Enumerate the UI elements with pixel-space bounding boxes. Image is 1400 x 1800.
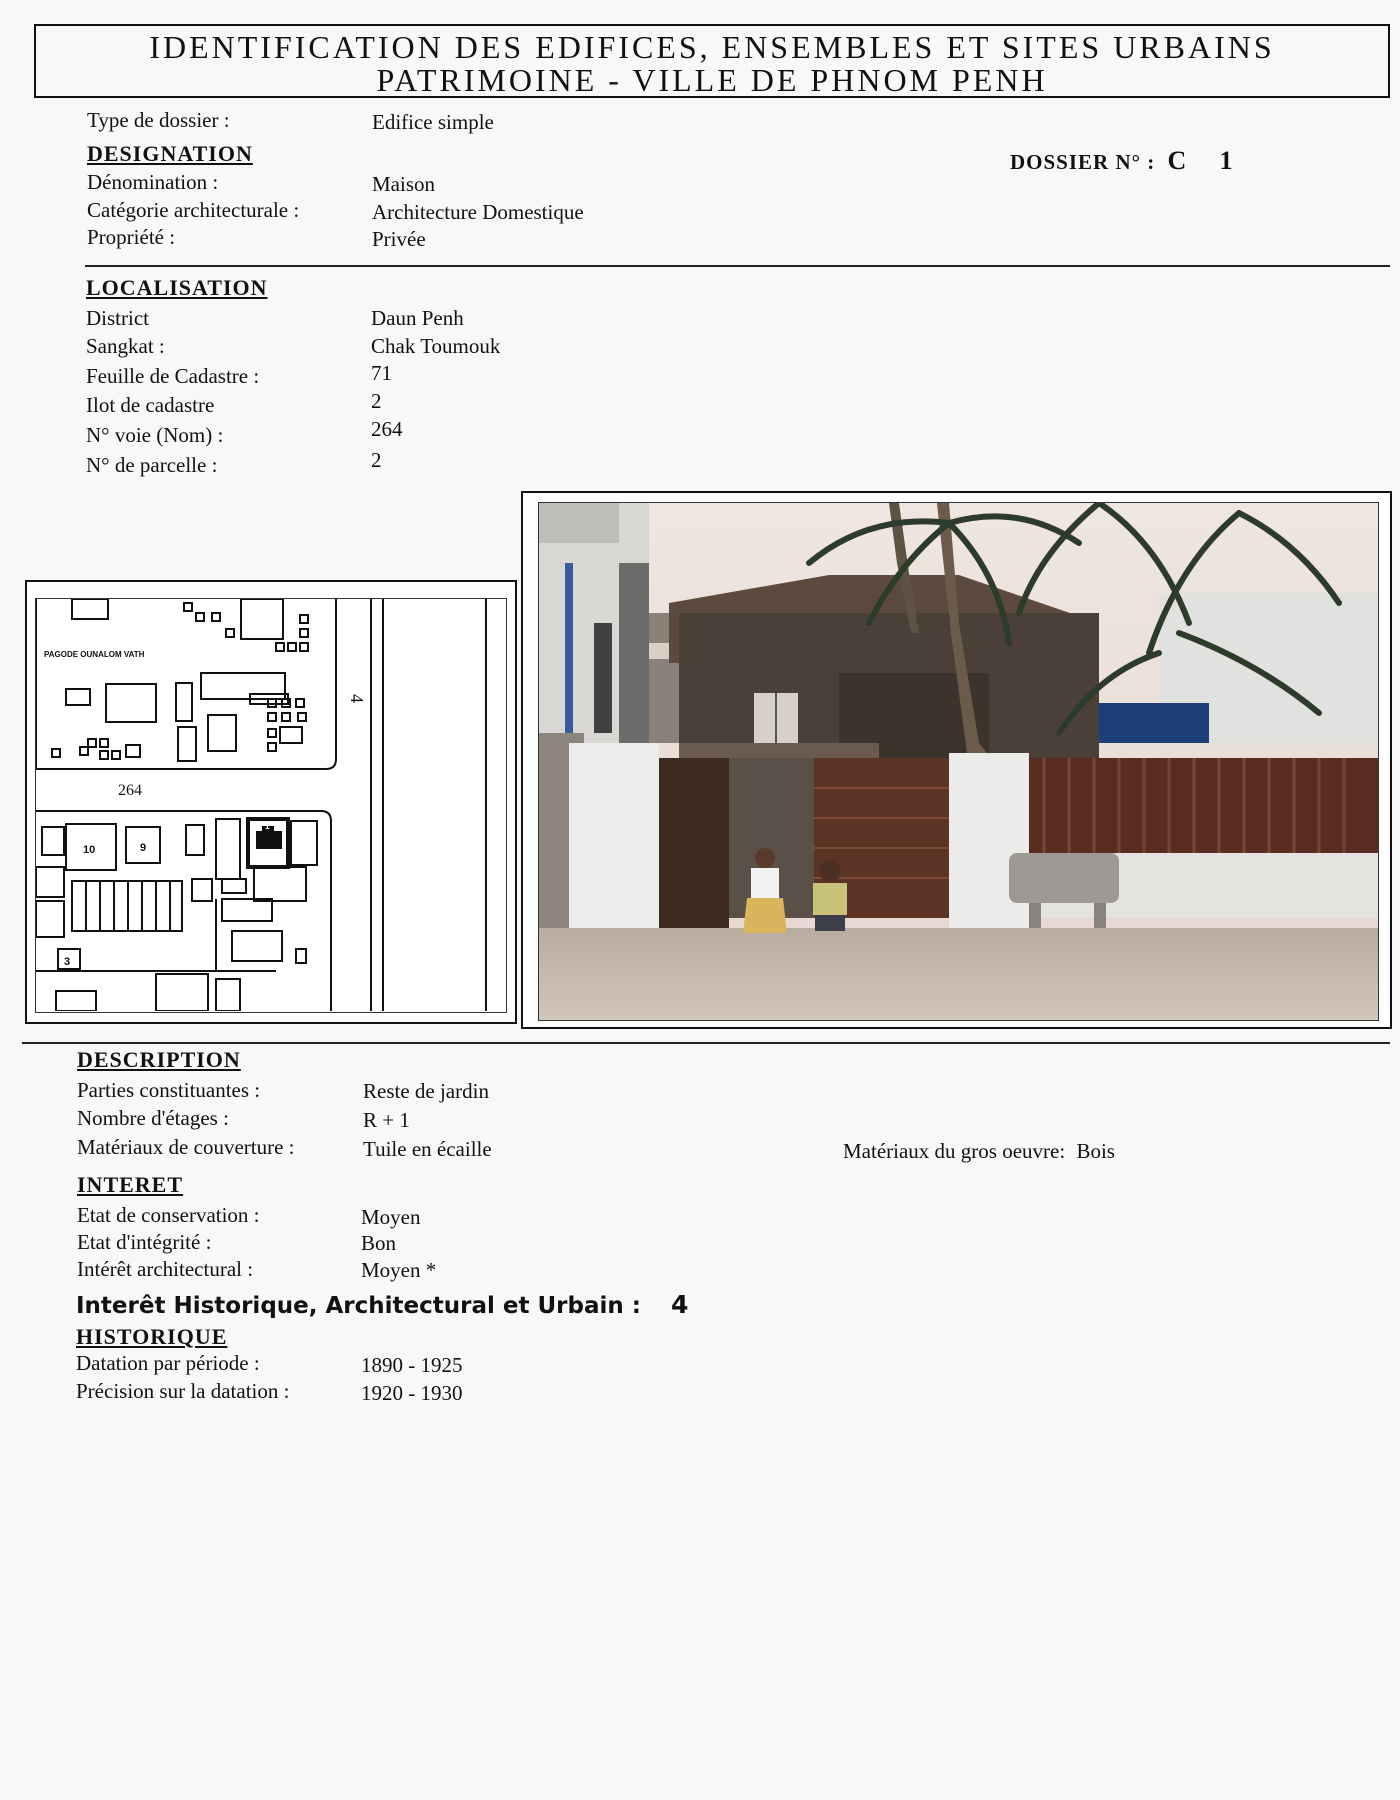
localisation-value-1: Daun Penh xyxy=(371,306,464,330)
interet-value-3: Moyen * xyxy=(361,1258,437,1282)
dossier-label: DOSSIER N° : xyxy=(1010,150,1156,174)
designation-heading: DESIGNATION xyxy=(87,141,253,166)
localisation-label-3: Feuille de Cadastre : xyxy=(86,364,260,388)
localisation-value-2: Chak Toumouk xyxy=(371,334,501,358)
interet-total-label: Interêt Historique, Architectural et Urbain : xyxy=(76,1293,641,1319)
historique-value-2: 1920 - 1930 xyxy=(361,1381,463,1405)
title-line-1: IDENTIFICATION DES EDIFICES, ENSEMBLES ET SITES URBAINS xyxy=(149,29,1275,65)
localisation-label-2: Sangkat : xyxy=(86,334,165,358)
description-label-1: Parties constituantes : xyxy=(77,1078,261,1102)
localisation-label-5: N° voie (Nom) : xyxy=(86,423,224,447)
interet-label-1: Etat de conservation : xyxy=(77,1203,260,1227)
dossier-letter: C xyxy=(1167,146,1188,175)
historique-heading: HISTORIQUE xyxy=(76,1324,228,1349)
interet-heading: INTERET xyxy=(77,1172,184,1197)
gros-oeuvre-value: Bois xyxy=(1076,1139,1115,1163)
localisation-value-5: 264 xyxy=(371,417,403,441)
dossier-digit: 1 xyxy=(1219,146,1234,175)
description-value-1: Reste de jardin xyxy=(363,1079,489,1103)
description-heading: DESCRIPTION xyxy=(77,1047,241,1072)
map-lot-3: 3 xyxy=(64,956,71,968)
historique-label-2: Précision sur la datation : xyxy=(76,1379,290,1403)
historique-label-1: Datation par période : xyxy=(76,1351,260,1375)
interet-value-1: Moyen xyxy=(361,1205,421,1229)
designation-value-1: Maison xyxy=(372,172,435,196)
type-dossier-value: Edifice simple xyxy=(372,110,494,134)
designation-label-3: Propriété : xyxy=(87,225,176,249)
map-side-label: 4 xyxy=(347,694,367,703)
designation-label-1: Dénomination : xyxy=(87,170,219,194)
description-label-3: Matériaux de couverture : xyxy=(77,1135,295,1159)
map-lot-9: 9 xyxy=(140,842,147,854)
gros-oeuvre-field xyxy=(843,1138,1115,1164)
localisation-label-4: Ilot de cadastre xyxy=(86,393,215,417)
building-photo-drawing xyxy=(539,503,1379,1021)
cadastral-map-drawing xyxy=(36,599,506,1011)
description-value-3: Tuile en écaille xyxy=(363,1137,492,1161)
map-street-label: PAGODE OUNALOM VATH xyxy=(44,650,145,659)
historique-value-1: 1890 - 1925 xyxy=(361,1353,463,1377)
divider-2 xyxy=(22,1042,1390,1044)
localisation-value-3: 71 xyxy=(371,361,392,385)
gros-oeuvre-label: Matériaux du gros oeuvre: xyxy=(843,1139,1066,1163)
description-label-2: Nombre d'étages : xyxy=(77,1106,229,1130)
interet-label-3: Intérêt architectural : xyxy=(77,1257,254,1281)
designation-value-3: Privée xyxy=(372,227,426,251)
localisation-label-6: N° de parcelle : xyxy=(86,453,218,477)
dossier-number xyxy=(1010,146,1234,176)
localisation-value-6: 2 xyxy=(371,448,382,472)
localisation-heading: LOCALISATION xyxy=(86,275,268,300)
interet-total-value: 4 xyxy=(670,1290,689,1319)
localisation-value-4: 2 xyxy=(371,389,382,413)
cadastral-map-frame xyxy=(25,580,517,1024)
title-box xyxy=(34,24,1390,98)
interet-value-2: Bon xyxy=(361,1231,397,1255)
designation-label-2: Catégorie architecturale : xyxy=(87,198,300,222)
map-lot-10: 10 xyxy=(83,844,96,856)
title-line-2: PATRIMOINE - VILLE DE PHNOM PENH xyxy=(376,62,1048,98)
designation-value-2: Architecture Domestique xyxy=(372,200,584,224)
description-value-2: R + 1 xyxy=(363,1108,410,1132)
type-dossier-label: Type de dossier : xyxy=(87,108,230,132)
interet-label-2: Etat d'intégrité : xyxy=(77,1230,212,1254)
map-lot-1: 1 xyxy=(265,822,270,831)
map-street-number: 264 xyxy=(118,782,142,799)
building-photo xyxy=(538,502,1379,1021)
cadastral-map xyxy=(35,598,507,1013)
localisation-label-1: District xyxy=(86,306,149,330)
interet-total xyxy=(76,1290,688,1319)
photo-frame xyxy=(521,491,1392,1029)
divider-1 xyxy=(85,265,1390,267)
